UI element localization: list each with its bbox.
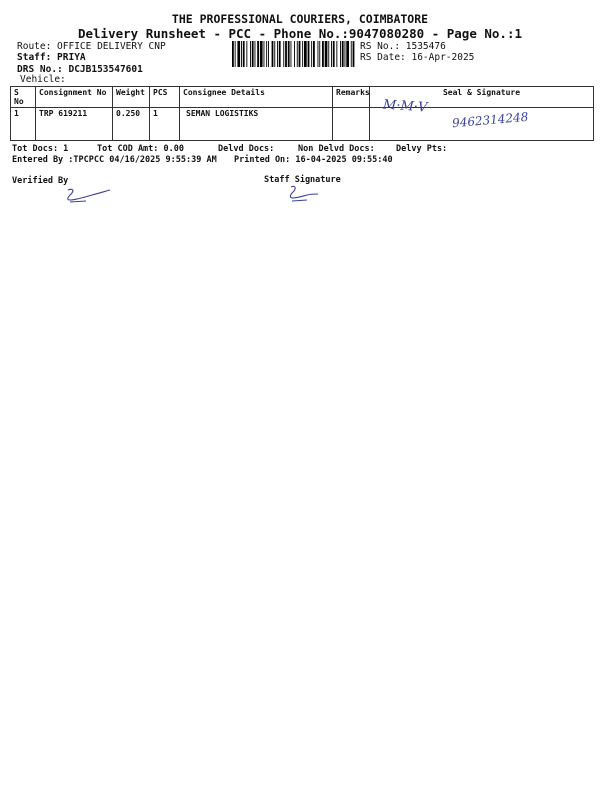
handwritten-initials: M·M·V bbox=[382, 97, 428, 116]
col-header-pcs: PCS bbox=[150, 87, 180, 108]
col-header-weight: Weight bbox=[113, 87, 150, 108]
barcode-image bbox=[231, 41, 355, 67]
staff-line: Staff: PRIYA bbox=[17, 52, 86, 63]
printed-on: Printed On: 16-04-2025 09:55:40 bbox=[234, 155, 393, 165]
col-header-consignment: Consignment No bbox=[36, 87, 113, 108]
route-line: Route: OFFICE DELIVERY CNP bbox=[17, 41, 166, 52]
drs-line: DRS No.: DCJB153547601 bbox=[17, 64, 143, 75]
cell-consignment: TRP 619211 bbox=[36, 108, 113, 141]
tot-docs: Tot Docs: 1 bbox=[12, 144, 69, 154]
col-header-remarks: Remarks bbox=[333, 87, 370, 108]
staff-signature bbox=[285, 184, 321, 204]
verifier-signature bbox=[62, 186, 114, 206]
runsheet-subtitle: Delivery Runsheet - PCC - Phone No.:9047080280 - Page No.:1 bbox=[77, 26, 522, 41]
vehicle-line: Vehicle: bbox=[20, 74, 66, 85]
company-title: THE PROFESSIONAL COURIERS, COIMBATORE bbox=[171, 12, 429, 26]
cell-remarks bbox=[333, 108, 370, 141]
tot-cod-amt: Tot COD Amt: 0.00 bbox=[97, 144, 184, 154]
cell-weight: 0.250 bbox=[113, 108, 150, 141]
delvy-pts: Delvy Pts: bbox=[396, 144, 448, 154]
non-delvd-docs: Non Delvd Docs: bbox=[298, 144, 375, 154]
cell-consignee: SEMAN LOGISTIKS bbox=[180, 108, 333, 141]
col-header-consignee: Consignee Details bbox=[180, 87, 333, 108]
entered-by: Entered By :TPCPCC 04/16/2025 9:55:39 AM bbox=[12, 155, 217, 165]
cell-sno: 1 bbox=[11, 108, 36, 141]
staff-signature-label: Staff Signature bbox=[264, 175, 341, 185]
rs-number-line: RS No.: 1535476 bbox=[360, 41, 446, 52]
col-header-seal: Seal & Signature bbox=[370, 87, 594, 108]
table-header-row bbox=[11, 87, 594, 108]
col-header-sno: S No bbox=[11, 87, 36, 108]
delvd-docs: Delvd Docs: bbox=[218, 144, 275, 154]
verified-by-label: Verified By bbox=[12, 176, 69, 186]
cell-pcs: 1 bbox=[150, 108, 180, 141]
handwritten-phone: 9462314248 bbox=[451, 109, 529, 131]
rs-date-line: RS Date: 16-Apr-2025 bbox=[360, 52, 475, 63]
